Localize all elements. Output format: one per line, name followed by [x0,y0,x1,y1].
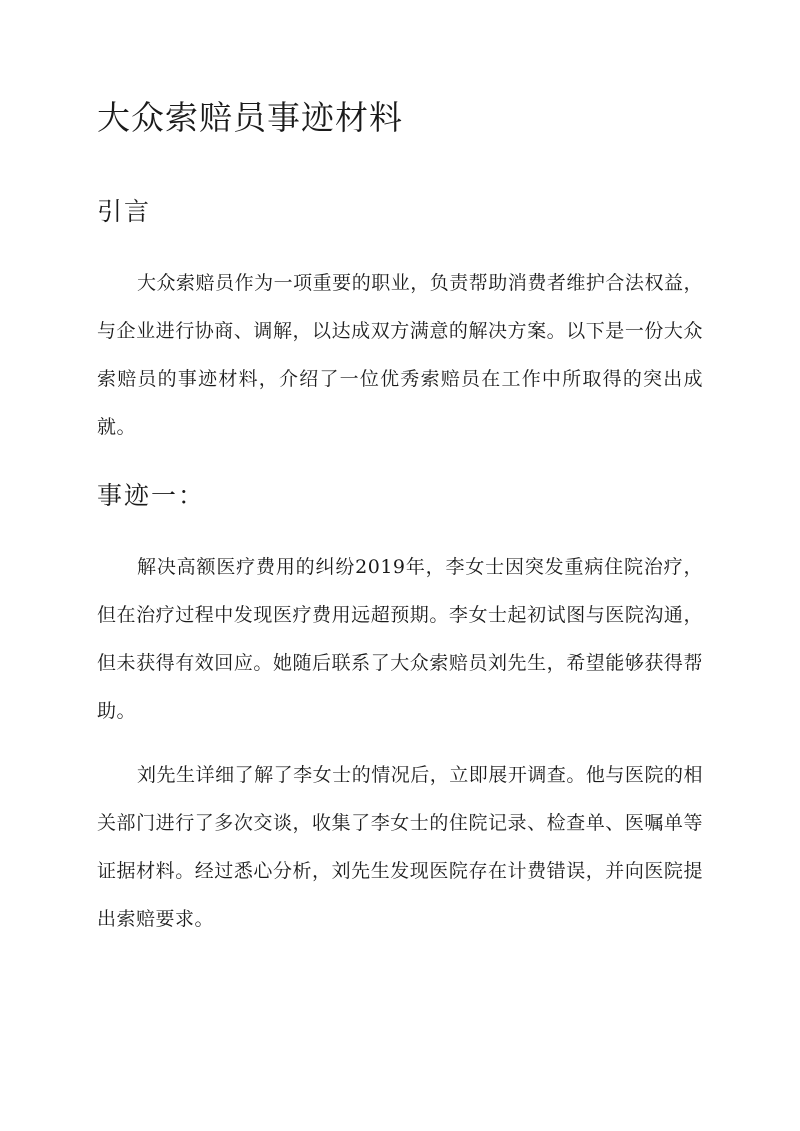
document-title: 大众索赔员事迹材料 [97,98,403,137]
section-heading-introduction: 引言 [97,197,152,226]
event-one-paragraph: 解决高额医疗费用的纠纷2019年，李女士因突发重病住院治疗，但在治疗过程中发现医疗费用远超预期。李女士起初试图与医院沟通，但未获得有效回应。她随后联系了大众索赔员刘先生，希望能够获得帮助。 [97,556,703,722]
introduction-paragraph: 大众索赔员作为一项重要的职业，负责帮助消费者维护合法权益，与企业进行协商、调解，以达成双方满意的解决方案。以下是一份大众索赔员的事迹材料，介绍了一位优秀索赔员在工作中所取得的突出成就。 [97,272,703,438]
section-heading-event-one: 事迹一： [97,481,206,510]
event-one-paragraph: 刘先生详细了解了李女士的情况后，立即展开调查。他与医院的相关部门进行了多次交谈，收集了李女士的住院记录、检查单、医嘱单等证据材料。经过悉心分析，刘先生发现医院存在计费错误，并向医院提出索赔要求。 [97,764,703,930]
